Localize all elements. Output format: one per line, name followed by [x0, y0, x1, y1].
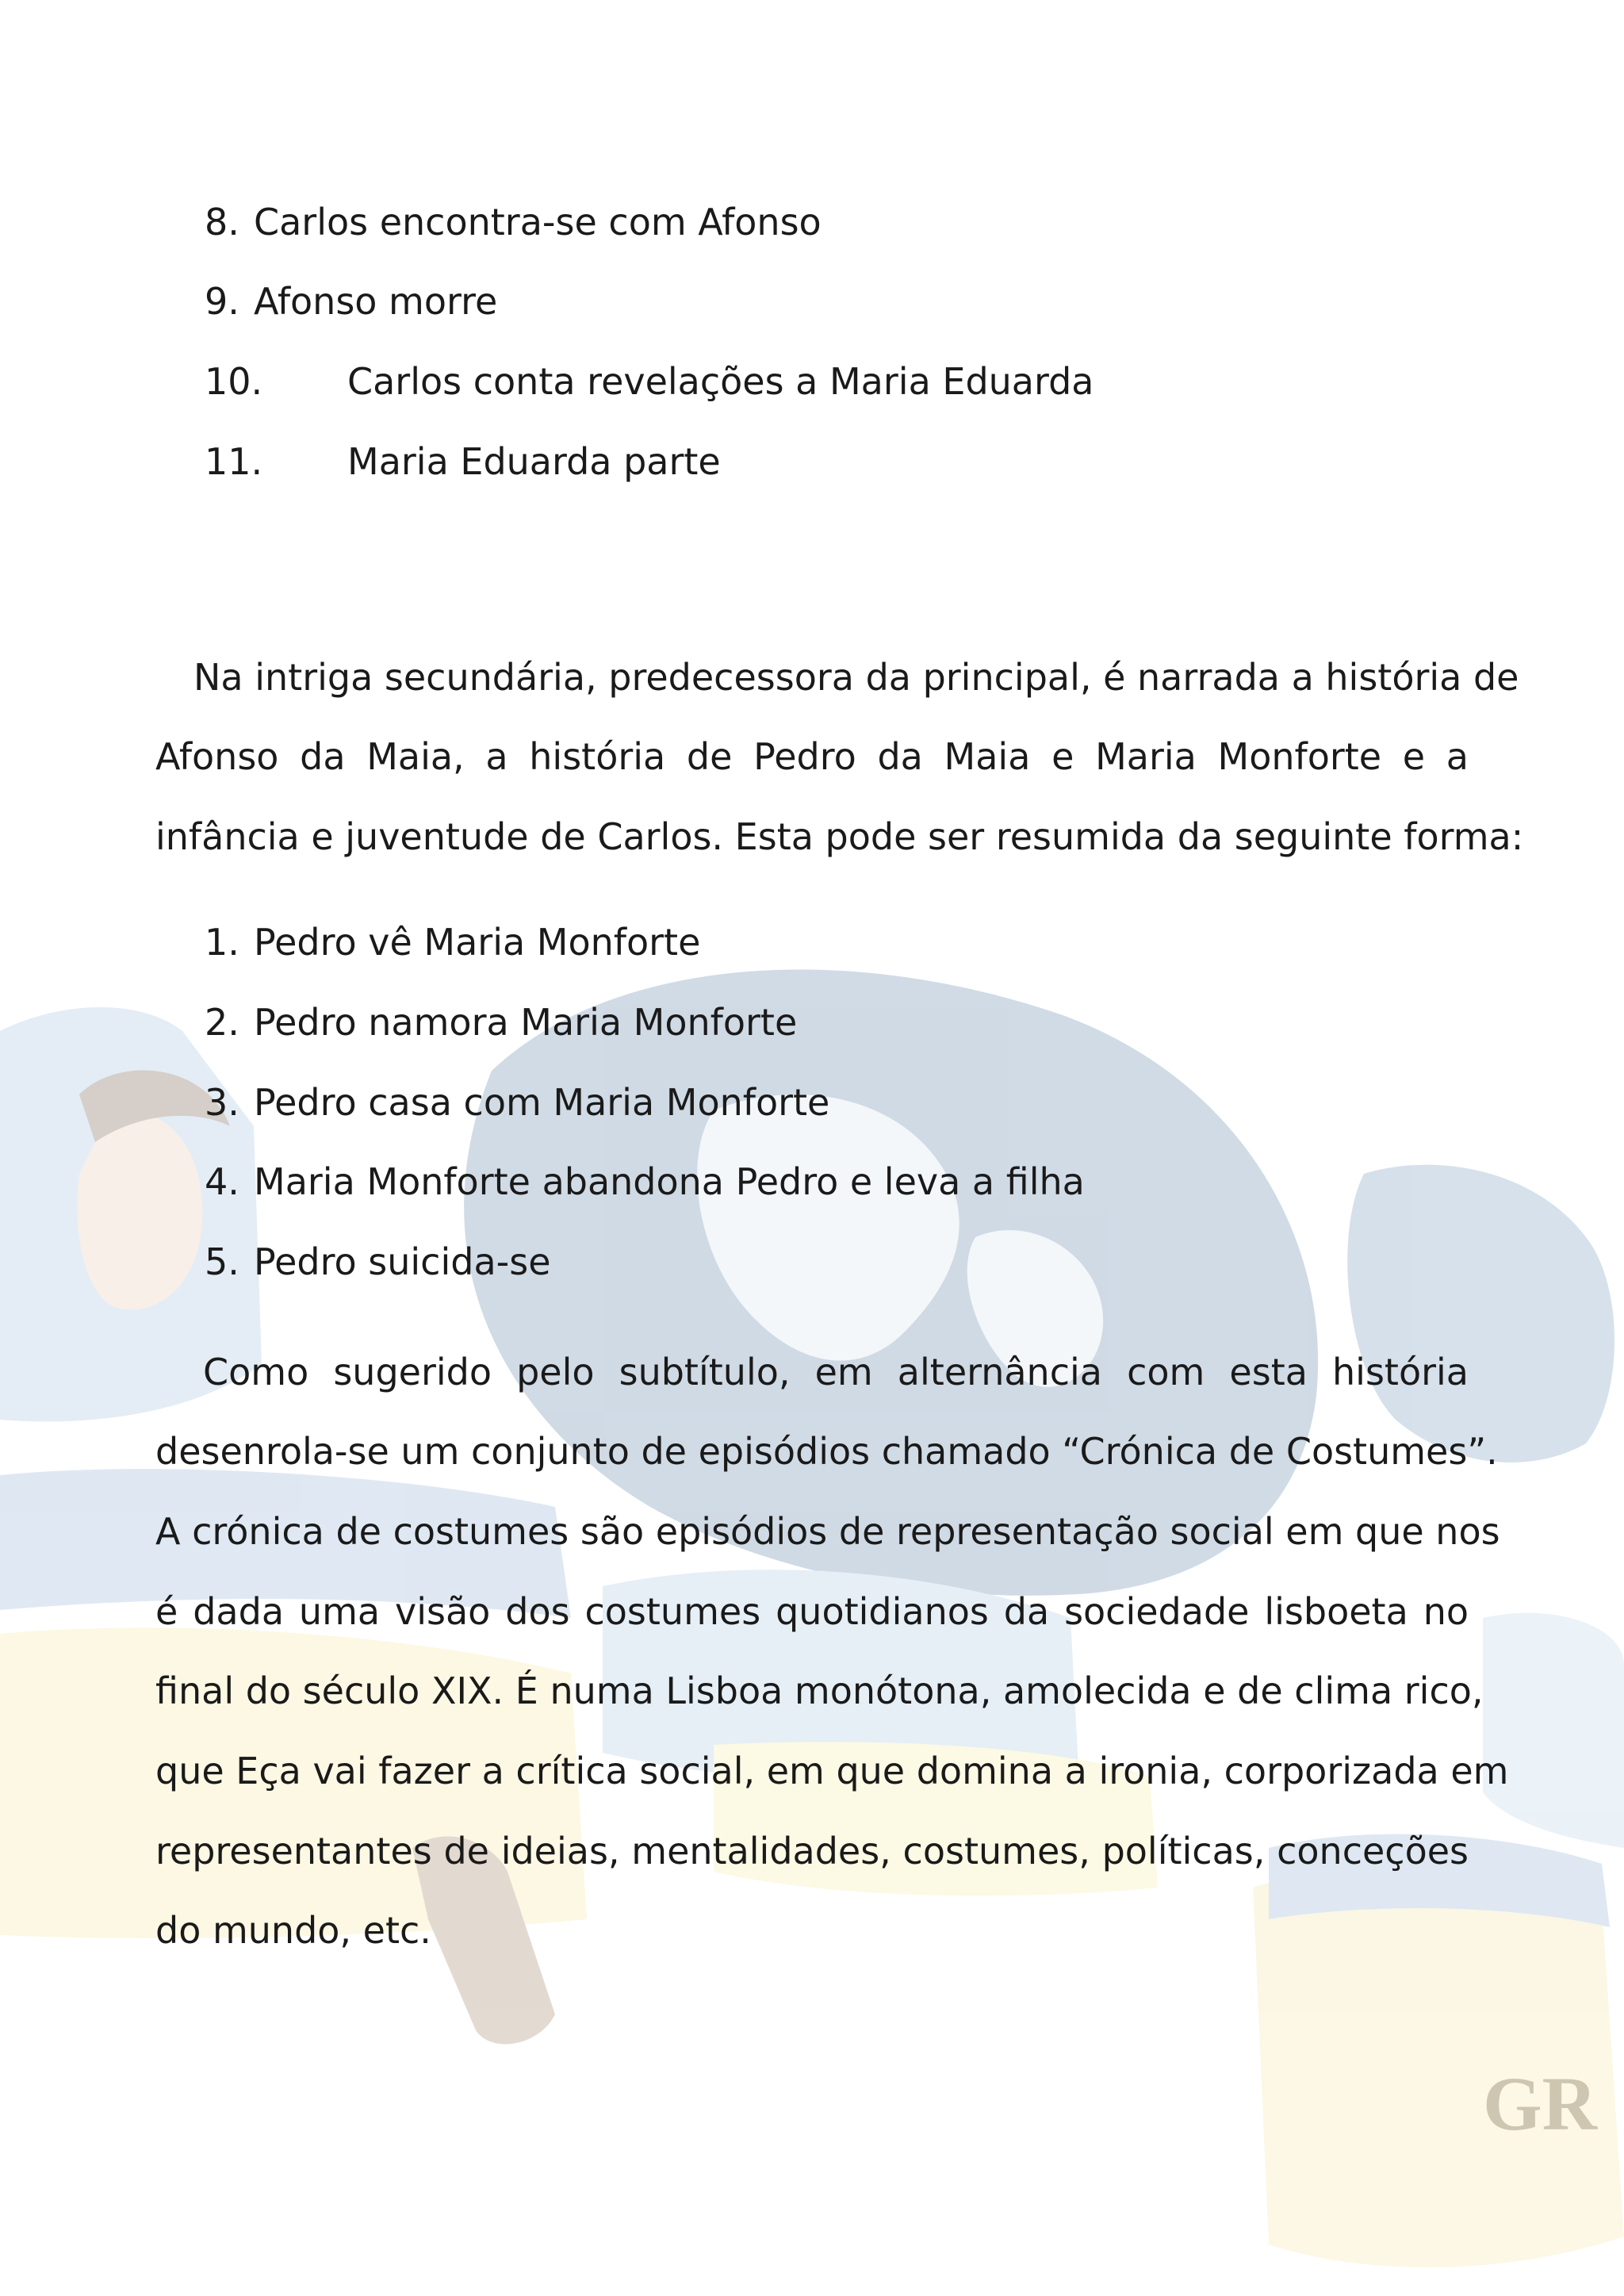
- list-number: 10.: [205, 360, 263, 403]
- list-item-text: Maria Eduarda parte: [347, 440, 721, 483]
- list-number: 8.: [205, 201, 239, 243]
- paragraph-line: Na intriga secundária, predecessora da principal, é narrada a história de: [193, 656, 1519, 699]
- list-item-text: Pedro suicida-se: [254, 1240, 551, 1283]
- paragraph-line: A crónica de costumes são episódios de representação social em que nos: [155, 1510, 1500, 1553]
- list-item-text: Maria Monforte abandona Pedro e leva a filha: [254, 1160, 1085, 1203]
- list-number: 9.: [205, 280, 239, 323]
- paragraph-line: que Eça vai fazer a crítica social, em que domina a ironia, corporizada em: [155, 1750, 1509, 1792]
- paragraph-line: Afonso da Maia, a história de Pedro da Maia e Maria Monforte e a: [155, 735, 1469, 778]
- paragraph-line: Como sugerido pelo subtítulo, em alternância com esta história: [203, 1351, 1469, 1393]
- list-number: 2.: [205, 1001, 239, 1044]
- paragraph-line: é dada uma visão dos costumes quotidianos da sociedade lisboeta no: [155, 1590, 1469, 1633]
- list-item-text: Pedro vê Maria Monforte: [254, 921, 701, 964]
- list-number: 3.: [205, 1081, 239, 1124]
- paragraph-line: final do século XIX. É numa Lisboa monótona, amolecida e de clima rico,: [155, 1669, 1484, 1712]
- list-number: 11.: [205, 440, 263, 483]
- list-number: 4.: [205, 1160, 239, 1203]
- paragraph-line: do mundo, etc.: [155, 1909, 431, 1952]
- list-number: 5.: [205, 1240, 239, 1283]
- watermark-logo-text: GR: [1483, 2061, 1597, 2146]
- list-item-text: Carlos encontra-se com Afonso: [254, 201, 822, 243]
- paragraph-line: desenrola-se um conjunto de episódios chamado “Crónica de Costumes”.: [155, 1430, 1498, 1473]
- list-item-text: Pedro casa com Maria Monforte: [254, 1081, 830, 1124]
- list-number: 1.: [205, 921, 239, 964]
- paragraph-line: representantes de ideias, mentalidades, costumes, políticas, conceções: [155, 1830, 1469, 1872]
- list-item-text: Carlos conta revelações a Maria Eduarda: [347, 360, 1094, 403]
- list-item-text: Pedro namora Maria Monforte: [254, 1001, 798, 1044]
- list-item-text: Afonso morre: [254, 280, 498, 323]
- paragraph-line: infância e juventude de Carlos. Esta pode ser resumida da seguinte forma:: [155, 815, 1524, 858]
